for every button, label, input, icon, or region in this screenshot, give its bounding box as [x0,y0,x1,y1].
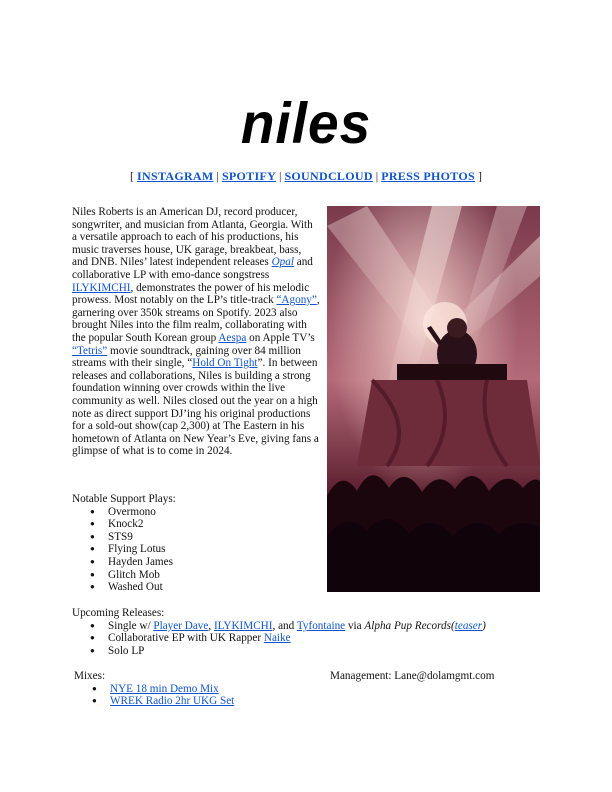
tetris-link[interactable]: “Tetris” [72,344,108,357]
record-label: Alpha Pup Records [364,619,452,632]
separator: | [213,169,222,183]
social-links-bar [0,170,612,183]
item-text: Single w/ [108,619,154,632]
naike-link[interactable]: Naike [263,632,291,645]
dj-performance-illustration [327,206,540,592]
item-text: ( [451,619,455,632]
bio-text: , garnering over 350k streams on Spotify. 2023 also brought Niles into the film realm, collaborating with the popular South Korean group [72,294,320,344]
item-text: via [345,619,365,632]
hold-on-tight-link[interactable]: Hold On Tight [192,357,258,370]
opal-link[interactable]: Opal [271,256,294,269]
support-plays-section [72,493,176,594]
bracket-close: ] [474,169,482,183]
list-item: ● Overmono [72,506,176,519]
mixes-list [74,683,234,708]
list-item: ● Flying Lotus [72,543,176,556]
bio-text: Niles Roberts is an American DJ, record producer, songwriter, and musician from Atlanta, Georgia. With a versatile approach to each of his productions, his music traverses house, UK garage, breakbeat, bass, and DNB. Niles’ latest independent releases [72,206,313,269]
list-item: ● Washed Out [72,581,176,594]
bio-text: and collaborative LP with emo-dance songstress [72,256,313,281]
item-text: , and [272,619,297,632]
bio-text: movie soundtrack, gaining over 84 million streams with their single, “ [72,344,301,370]
bio-text: on Apple TV’s [246,331,315,344]
artist-logo: niles [240,90,372,156]
ilykimchi-link[interactable]: ILYKIMCHI [72,281,131,294]
bio-text: ”. In between releases and collaborations, Niles is building a strong foundation winning over crowds within the live community as well. Niles closed out the year on a high note as direct support DJ’ing his original productions for a sold-out show(cap 2,300) at The Eastern in his hometown of Atlanta on New Year’s Eve, giving fans a glimpse of what is to come in 2024. [72,357,319,458]
agony-link[interactable]: “Agony” [276,294,317,307]
tyfontaine-link[interactable]: Tyfontaine [296,619,346,632]
mixes-section [74,670,234,708]
separator: | [276,169,285,183]
management-contact: Management: Lane@dolamgmt.com [330,670,495,682]
item-text: Collaborative EP with UK Rapper [108,632,264,645]
upcoming-releases-title: Upcoming Releases: [72,607,165,619]
aespa-link[interactable]: Aespa [218,331,247,344]
ilykimchi-link[interactable]: ILYKIMCHI [213,619,273,632]
list-item [72,632,486,645]
list-item: ● Hayden James [72,556,176,569]
list-item [74,695,234,708]
support-plays-title: Notable Support Plays: [72,493,176,505]
live-performance-photo [327,206,540,592]
list-item: ● STS9 [72,531,176,544]
list-item [72,620,486,633]
soundcloud-link[interactable]: SOUNDCLOUD [284,169,373,183]
press-photos-link[interactable]: PRESS PHOTOS [381,169,475,183]
item-text: ) [482,619,486,632]
support-plays-list [72,506,176,594]
wrek-radio-link[interactable]: WREK Radio 2hr UKG Set [110,695,235,708]
player-dave-link[interactable]: Player Dave [153,619,209,632]
teaser-link[interactable]: teaser [454,619,483,632]
item-text: , [208,619,214,632]
upcoming-releases-section [72,607,486,657]
bio-text: , demonstrates the power of his melodic prowess. Most notably on the LP’s title-track [72,281,310,307]
list-item: ● Solo LP [72,645,486,658]
instagram-link[interactable]: INSTAGRAM [137,169,214,183]
list-item [74,683,234,696]
spotify-link[interactable]: SPOTIFY [221,169,277,183]
list-item: ● Glitch Mob [72,569,176,582]
list-item: ● Knock2 [72,518,176,531]
separator: | [372,169,382,183]
upcoming-releases-list [72,620,486,658]
nye-mix-link[interactable]: NYE 18 min Demo Mix [110,682,219,695]
bio-paragraph [72,206,320,458]
mixes-title: Mixes: [74,670,106,682]
bracket-open: [ [130,169,138,183]
